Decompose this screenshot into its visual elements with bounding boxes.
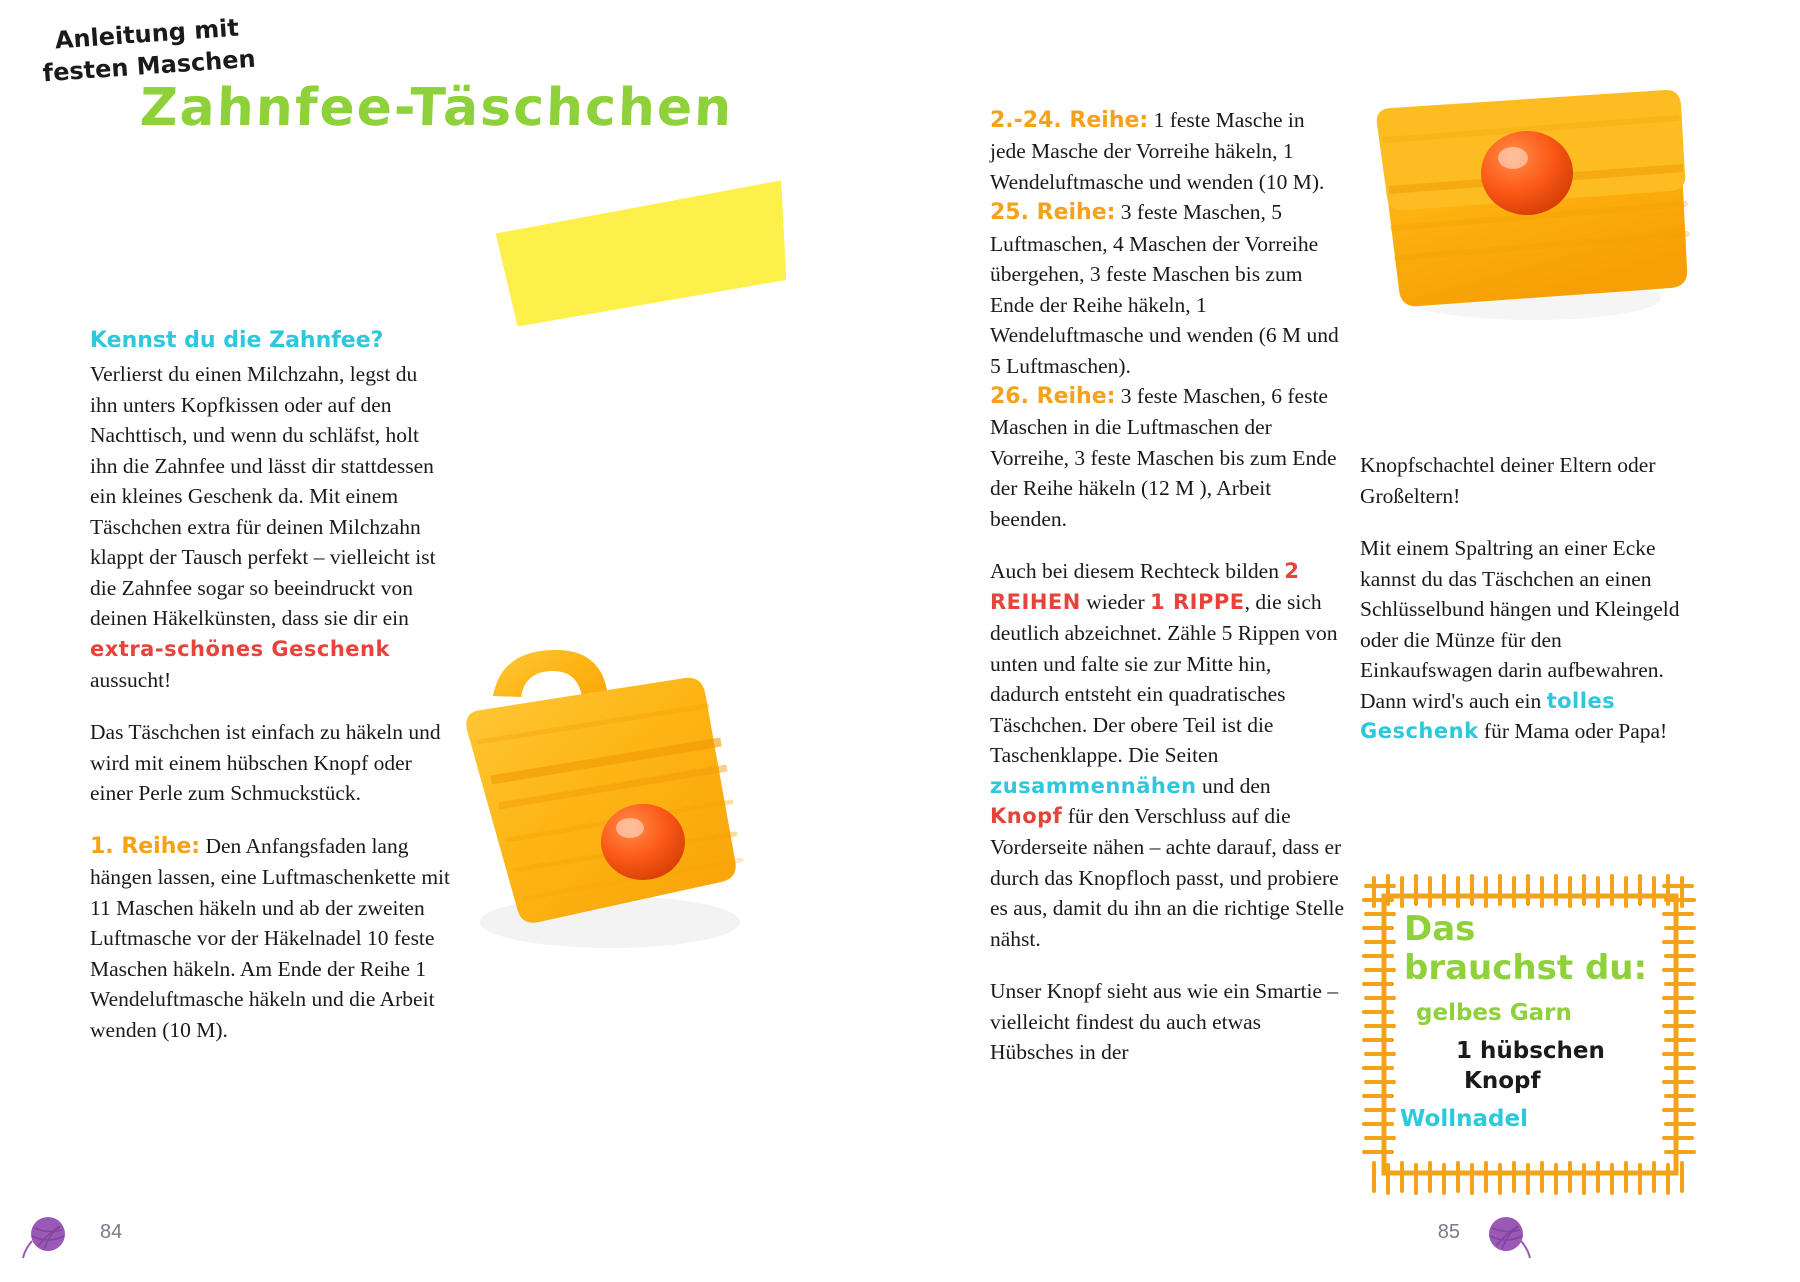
para-a-highlight-3: zusammennähen bbox=[990, 773, 1197, 798]
para-a-highlight-2: 1 RIPPE bbox=[1150, 590, 1245, 615]
materials-title bbox=[1404, 910, 1684, 988]
materials-title-line1: Das bbox=[1404, 909, 1476, 949]
para-a-part3: , die sich deutlich abzeichnet. Zähle 5 Rippen von unten und falte sie zur Mitte hin, dadurch entsteht ein quadratisches Täschchen. Der obere Teil ist die Taschenklappe. Die Seiten bbox=[990, 590, 1338, 768]
yarn-ball-icon bbox=[20, 1208, 72, 1260]
row-26-paragraph bbox=[990, 381, 1345, 534]
row-26-text: 3 feste Maschen, 6 feste Maschen in die Luftmaschen der Vorreihe, 3 feste Maschen bis zum Ende der Reihe häkeln (12 M ), Arbeit beenden. bbox=[990, 384, 1337, 531]
sticker-badge bbox=[494, 180, 796, 327]
intro-highlight: extra-schönes Geschenk bbox=[90, 636, 390, 661]
left-paragraph-2: Das Täschchen ist einfach zu häkeln und wird mit einem hübschen Knopf oder einer Perle zum Schmuckstück. bbox=[90, 720, 441, 806]
yarn-ball-icon bbox=[1480, 1208, 1532, 1260]
right-paragraph-2 bbox=[1360, 533, 1695, 747]
middle-paragraph-b: Unser Knopf sieht aus wie ein Smartie – vielleicht findest du auch etwas Hübsches in der bbox=[990, 979, 1339, 1065]
right-part-a: Mit einem Spaltring an einer Ecke kannst du das Täschchen an einen Schlüsselbund hängen und Kleingeld oder die Münze für den Einkaufswagen darin aufbewahren. Dann wird's auch ein bbox=[1360, 536, 1680, 713]
page-number-left: 84 bbox=[100, 1221, 123, 1243]
para-a-part1: Auch bei diesem Rechteck bilden bbox=[990, 559, 1285, 584]
sticker-label: Anleitung mit festen Maschen bbox=[41, 13, 257, 88]
intro-heading: Kennst du die Zahnfee? bbox=[90, 328, 384, 353]
para-a-highlight-4: Knopf bbox=[990, 804, 1063, 829]
row-25-paragraph bbox=[990, 197, 1345, 381]
row-2-24-text: 1 feste Masche in jede Masche der Vorreihe häkeln, 1 Wendeluftmasche und wenden (10 M). bbox=[990, 108, 1325, 194]
row-25-text: 3 feste Maschen, 5 Luftmaschen, 4 Maschen der Vorreihe übergehen, 3 feste Maschen bis zum Ende der Reihe häkeln, 1 Wendeluftmasche und wenden (6 M und 5 Luftmaschen). bbox=[990, 200, 1339, 378]
materials-box bbox=[1360, 872, 1700, 1197]
bag-photo bbox=[435, 592, 775, 962]
row-1-paragraph bbox=[90, 831, 450, 1045]
row-1-label: 1. Reihe: bbox=[90, 833, 201, 859]
right-paragraph-1: Knopfschachtel deiner Eltern oder Großeltern! bbox=[1360, 453, 1656, 508]
materials-title-line2: brauchst du: bbox=[1404, 948, 1648, 989]
right-highlight: tolles Geschenk bbox=[1360, 688, 1616, 744]
para-a-highlight-1: 2 REIHEN bbox=[990, 559, 1300, 615]
material-item: Knopf bbox=[1464, 1068, 1541, 1095]
page-title: Zahnfee-Täschchen bbox=[138, 78, 735, 138]
row-26-label: 26. Reihe: bbox=[990, 384, 1116, 410]
row-25-label: 25. Reihe: bbox=[990, 200, 1116, 226]
intro-text-2: aussucht! bbox=[90, 667, 172, 692]
page-number-right: 85 bbox=[1437, 1221, 1460, 1243]
right-column bbox=[1360, 450, 1695, 769]
intro-paragraph bbox=[90, 325, 450, 695]
row-2-24-paragraph bbox=[990, 105, 1345, 197]
material-item: Wollnadel bbox=[1400, 1106, 1528, 1133]
left-column bbox=[90, 325, 450, 1067]
para-a-part5: für den Verschluss auf die Vorderseite nähen – achte darauf, dass er durch das Knopfloch passt, und probiere es aus, damit du ihn an die richtige Stelle nähst. bbox=[990, 804, 1345, 951]
material-item: gelbes Garn bbox=[1416, 1000, 1572, 1027]
para-a-part4: und den bbox=[1196, 773, 1271, 798]
pouch-photo bbox=[1375, 78, 1690, 328]
row-2-24-label: 2.-24. Reihe: bbox=[990, 108, 1149, 133]
row-1-text: Den Anfangsfaden lang hängen lassen, eine Luftmaschenkette mit 11 Maschen häkeln und ab der zweiten Luftmasche vor der Häkelnadel 10 feste Maschen häkeln. Am Ende der Reihe 1 Wendeluftmasche häkeln und die Arbeit wenden (10 M). bbox=[90, 833, 450, 1042]
material-item: 1 hübschen bbox=[1456, 1038, 1605, 1065]
intro-text-1: Verlierst du einen Milchzahn, legst du ihn unters Kopfkissen oder auf den Nachttisch, und wenn du schläfst, holt ihn die Zahnfee und lässt dir stattdessen ein kleines Geschenk da. Mit einem Täschchen extra für deinen Milchzahn klappt der Tausch perfekt – vielleicht ist die Zahnfee sogar so beeindruckt von deinen Häkelkünsten, dass sie dir ein bbox=[90, 362, 436, 631]
middle-paragraph-a bbox=[990, 556, 1345, 954]
materials-content bbox=[1376, 888, 1684, 1181]
middle-column bbox=[990, 105, 1345, 1090]
right-part-b: für Mama oder Papa! bbox=[1478, 719, 1668, 744]
para-a-part2: wieder bbox=[1080, 590, 1151, 615]
